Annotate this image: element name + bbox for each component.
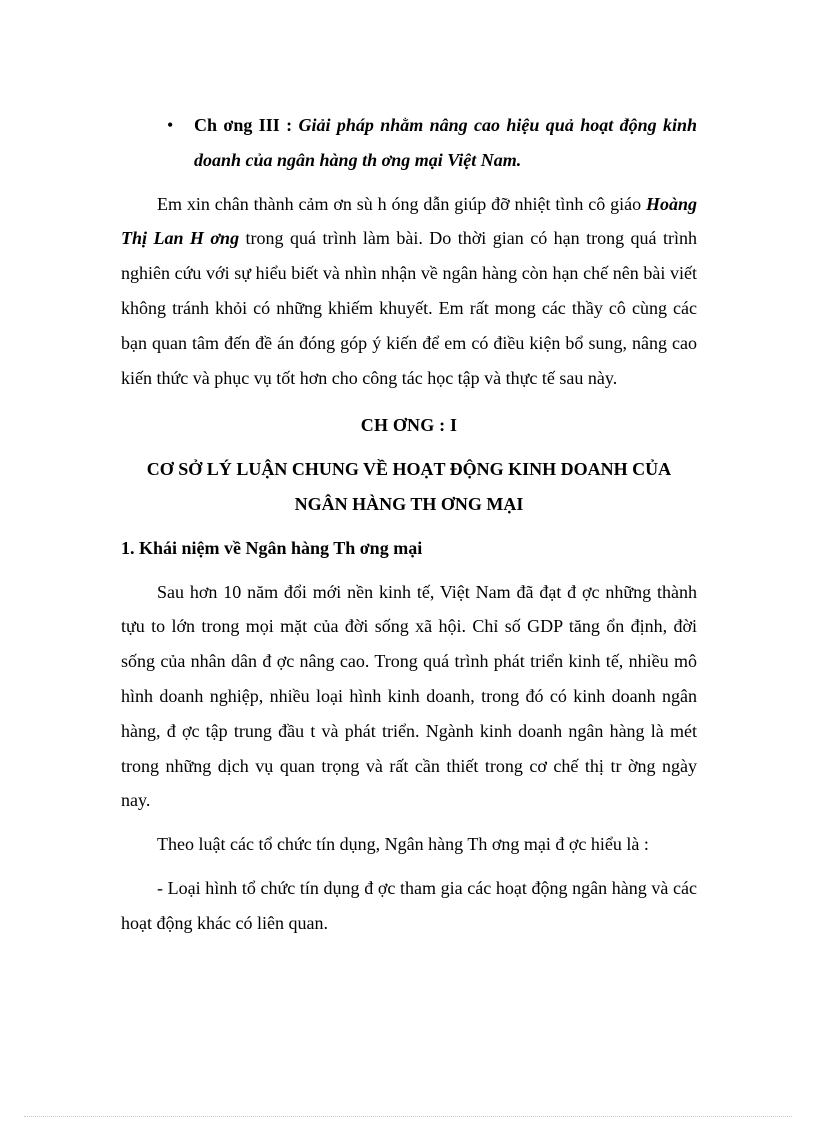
section-paragraph-1: Sau hơn 10 năm đổi mới nền kinh tế, Việt Nam đã đạt đ ợc những thành tựu to lớn trong mọi mặt của đời sống xã hội. Chỉ số GDP tăng ổn định, đời sống của nhân dân đ ợc nâng cao. Trong quá trình phát triển kinh tế, nhiều mô hình doanh nghiệp, nhiều loại hình kinh doanh, trong đó có kinh doanh ngân hàng, đ ợc tập trung đầu t và phát triển. Ngành kinh doanh ngân hàng là mét trong những dịch vụ quan trọng và rất cần thiết trong cơ chế thị tr ờng ngày nay. — [121, 581, 697, 811]
bullet-dot-icon: • — [167, 115, 174, 135]
acknowledgement-text-start: Em xin chân thành cảm ơn sù h óng dẫn giúp đỡ nhiệt tình cô giáo — [157, 193, 646, 214]
acknowledgement-text-end: trong quá trình làm bài. Do thời gian có hạn trong quá trình nghiên cứu với sự hiểu biết và nhìn nhận về ngân hàng còn hạn chế nên bài viết không tránh khỏi có những khiếm khuyết. Em rất mong các thầy cô cùng các bạn quan tâm đến đề án đóng góp ý kiến để em có điều kiện bổ sung, nâng cao kiến thức và phục vụ tốt hơn cho công tác học tập và thực tế sau này. — [121, 228, 698, 388]
spacer — [121, 178, 697, 187]
page-content — [121, 108, 697, 941]
spacer — [121, 395, 697, 408]
spacer — [121, 443, 697, 452]
chapter-label: CH ƠNG : I — [360, 415, 458, 436]
bullet-chapter-title: Giải pháp nhằm nâng cao hiệu quả hoạt động kinh doanh của ngân hàng th ơng mại Việt Nam. — [194, 115, 697, 170]
spacer — [121, 818, 697, 827]
spacer — [121, 522, 697, 531]
spacer — [121, 862, 697, 871]
chapter-title-line-2: NGÂN HÀNG TH ƠNG MẠI — [294, 493, 524, 514]
chapter-three-bullet — [121, 108, 697, 178]
section-heading: 1. Khái niệm về Ngân hàng Th ơng mại — [121, 537, 423, 558]
bullet-chapter-label: Ch ơng III : — [194, 115, 299, 135]
chapter-title-line-1: CƠ SỞ LÝ LUẬN CHUNG VỀ HOẠT ĐỘNG KINH DOANH CỦA — [146, 459, 672, 480]
acknowledgement-paragraph — [121, 187, 697, 396]
teacher-name: Hoàng Thị Lan H ơng — [121, 193, 697, 249]
spacer — [121, 566, 697, 575]
section-paragraph-2: Theo luật các tổ chức tín dụng, Ngân hàng Th ơng mại đ ợc hiểu là : — [157, 834, 649, 855]
section-paragraph-3: - Loại hình tổ chức tín dụng đ ợc tham gia các hoạt động ngân hàng và các hoạt động khác có liên quan. — [121, 877, 697, 933]
page-bottom-rule — [24, 1116, 792, 1117]
